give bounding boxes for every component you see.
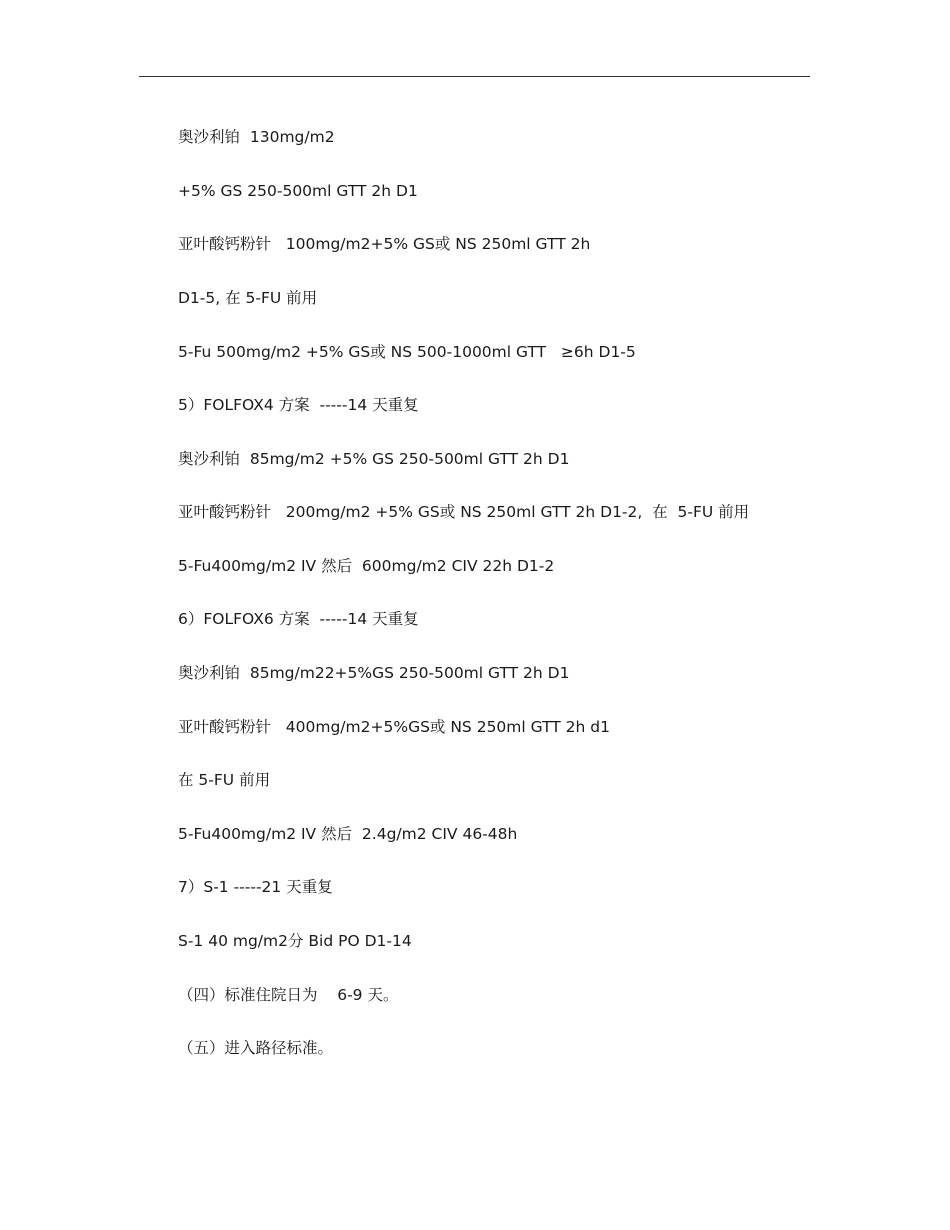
header-rule bbox=[139, 76, 810, 77]
section-heading-s1: 7）S-1 -----21 天重复 bbox=[178, 878, 333, 896]
text-line-13: 在 5-FU 前用 bbox=[178, 771, 271, 789]
text-line-3: 亚叶酸钙粉针 100mg/m2+5% GS或 NS 250ml GTT 2h bbox=[178, 235, 591, 253]
text-line-2: +5% GS 250-500ml GTT 2h D1 bbox=[178, 182, 418, 200]
text-line-1: 奥沙利铂 130mg/m2 bbox=[178, 128, 335, 146]
section-heading-folfox6: 6）FOLFOX6 方案 -----14 天重复 bbox=[178, 610, 419, 628]
text-line-11: 奥沙利铂 85mg/m22+5%GS 250-500ml GTT 2h D1 bbox=[178, 664, 570, 682]
text-line-16: S-1 40 mg/m2分 Bid PO D1-14 bbox=[178, 932, 412, 950]
section-heading-folfox4: 5）FOLFOX4 方案 -----14 天重复 bbox=[178, 396, 419, 414]
section-heading-hospital-stay: （四）标准住院日为 6-9 天。 bbox=[178, 986, 399, 1004]
text-line-12: 亚叶酸钙粉针 400mg/m2+5%GS或 NS 250ml GTT 2h d1 bbox=[178, 718, 610, 736]
text-line-9: 5-Fu400mg/m2 IV 然后 600mg/m2 CIV 22h D1-2 bbox=[178, 557, 555, 575]
text-line-5: 5-Fu 500mg/m2 +5% GS或 NS 500-1000ml GTT ≥6h D1-5 bbox=[178, 343, 636, 361]
text-line-7: 奥沙利铂 85mg/m2 +5% GS 250-500ml GTT 2h D1 bbox=[178, 450, 570, 468]
text-line-14: 5-Fu400mg/m2 IV 然后 2.4g/m2 CIV 46-48h bbox=[178, 825, 518, 843]
text-line-8: 亚叶酸钙粉针 200mg/m2 +5% GS或 NS 250ml GTT 2h D1-2, 在 5-FU 前用 bbox=[178, 503, 750, 521]
section-heading-entry-criteria: （五）进入路径标准。 bbox=[178, 1039, 334, 1057]
text-line-4: D1-5, 在 5-FU 前用 bbox=[178, 289, 318, 307]
